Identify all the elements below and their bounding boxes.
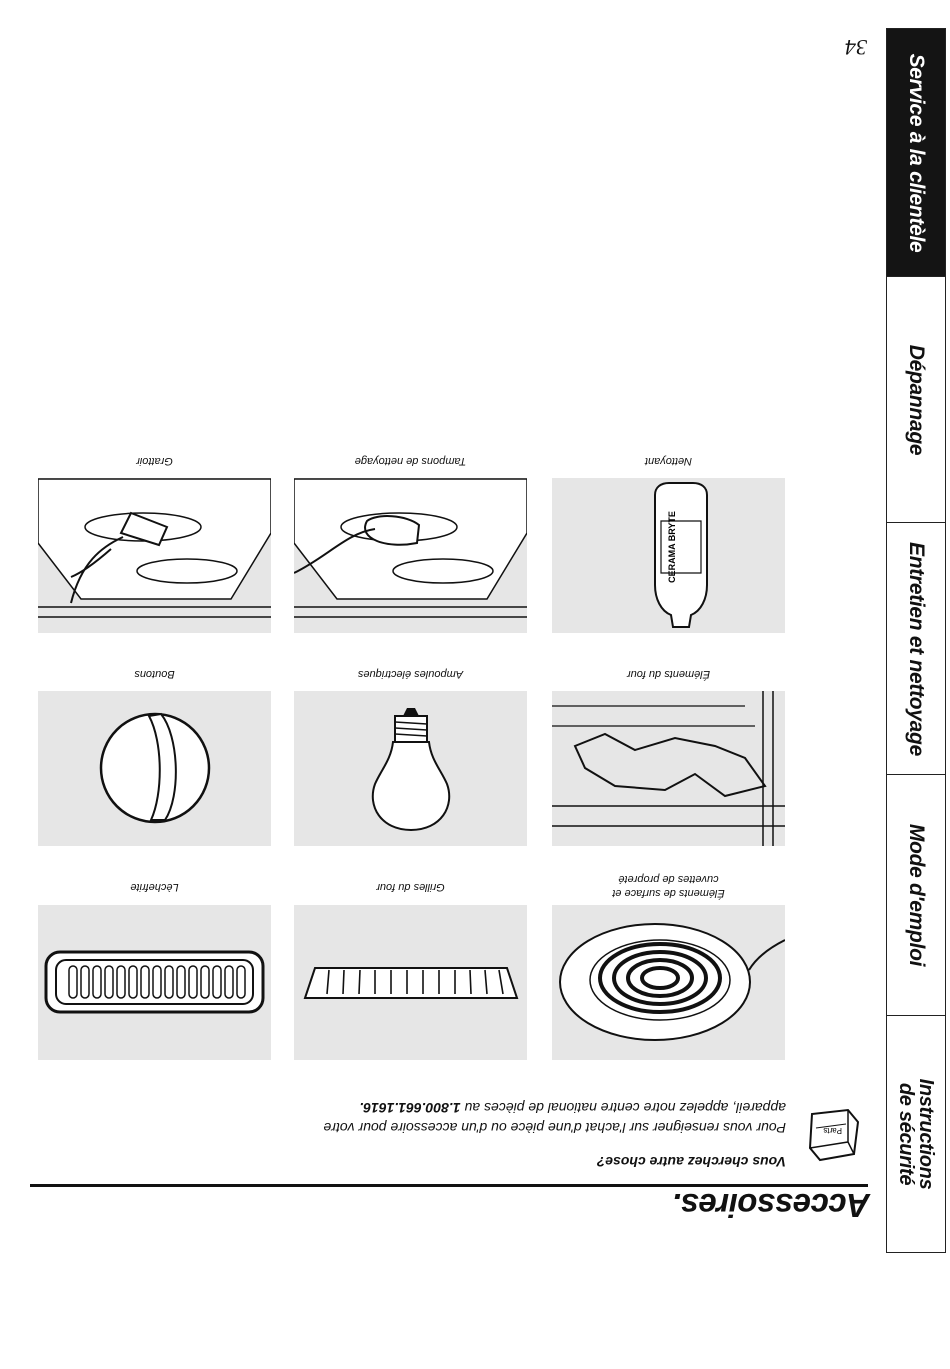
knob-icon	[38, 691, 271, 846]
tab-label-line1: Instructions	[915, 1078, 937, 1190]
tab-entretien-nettoyage[interactable]	[887, 523, 945, 775]
product-tile-scraper	[38, 478, 271, 633]
surface-element-icon	[552, 905, 785, 1060]
parts-label: Parts	[823, 1126, 842, 1135]
product-label-line1: Éléments de surface et	[612, 887, 725, 899]
product-tile-oven-elements	[552, 691, 785, 846]
cleaning-pad-icon	[294, 478, 527, 633]
product-label: Ampoules électriques	[357, 668, 464, 680]
intro-text-line1: Pour vous renseigner sur l'achat d'une pièce ou d'un accessoire pour votre	[323, 1120, 786, 1136]
product-tile-surface-elements	[552, 905, 785, 1060]
product-label: Lèchefrite	[130, 881, 179, 893]
intro-text	[246, 1094, 786, 1138]
product-label: Grattoir	[136, 455, 173, 467]
tab-label: Entretien et nettoyage	[905, 541, 928, 756]
product-label: Tampons de nettoyage	[354, 455, 467, 467]
phone-number: 1.800.661.1616.	[359, 1100, 461, 1116]
tab-label: Dépannage	[905, 344, 928, 455]
product-label: Éléments du four	[626, 668, 711, 680]
scraper-icon	[38, 478, 271, 633]
broiler-pan-icon	[38, 905, 271, 1060]
product-label-line2: cuvettes de propreté	[618, 873, 719, 885]
product-tile-oven-racks	[294, 905, 527, 1060]
title-divider	[30, 1184, 868, 1187]
tab-label	[896, 1079, 936, 1190]
product-label	[552, 872, 785, 900]
light-bulb-icon	[294, 691, 527, 846]
tab-service-clientele[interactable]	[887, 29, 945, 277]
tab-label: Service à la clientèle	[905, 53, 928, 252]
section-tab-strip	[886, 28, 946, 1253]
bottle-brand-text: CERAMA BRYTE	[667, 511, 677, 583]
tab-mode-emploi[interactable]	[887, 775, 945, 1016]
intro-text-line2: appareil, appelez notre centre national de pièces au	[464, 1100, 786, 1116]
product-label: Boutons	[134, 668, 175, 680]
intro-heading: Vous cherchez autre chose?	[596, 1154, 786, 1170]
product-label: Grilles du four	[376, 881, 445, 893]
product-tile-broiler-pan	[38, 905, 271, 1060]
product-label: Nettoyant	[644, 455, 693, 467]
tab-instructions-securite[interactable]	[887, 1016, 945, 1252]
product-tile-cleaner	[552, 478, 785, 633]
tab-label: Mode d'emploi	[905, 823, 928, 967]
tab-label-line2: de sécurité	[895, 1082, 917, 1186]
oven-rack-icon	[294, 905, 527, 1060]
product-tile-cleaning-pads	[294, 478, 527, 633]
tab-depannage[interactable]	[887, 277, 945, 523]
cleaner-bottle-icon	[552, 478, 785, 633]
oven-element-icon	[552, 691, 785, 846]
page-title: Accessoires.	[672, 1187, 870, 1224]
parts-box-icon	[802, 1104, 866, 1168]
product-tile-knobs	[38, 691, 271, 846]
product-tile-light-bulbs	[294, 691, 527, 846]
page-number: 34	[845, 35, 867, 60]
